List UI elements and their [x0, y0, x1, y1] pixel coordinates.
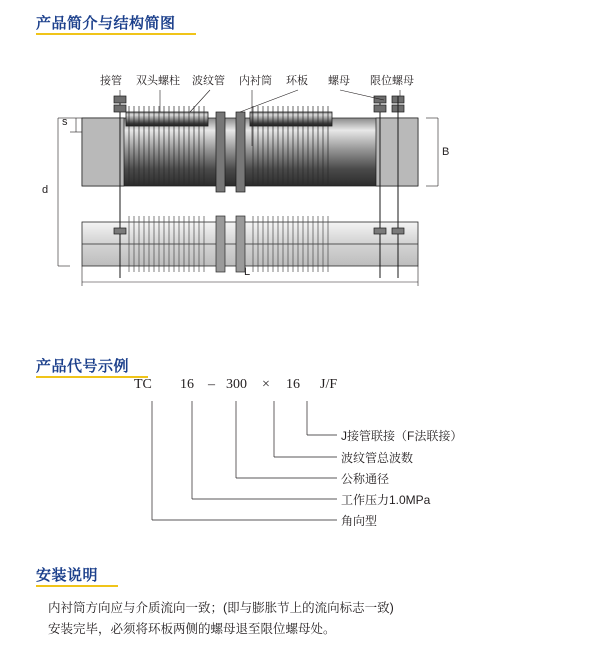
- code-desc-wave-count: 波纹管总波数: [341, 451, 414, 465]
- code-desc-type: 角向型: [341, 514, 378, 528]
- code-desc-nominal-diameter: 公称通径: [341, 472, 390, 486]
- code-token-pressure: 16: [180, 377, 194, 392]
- callout-label-double-end-stud: 双头螺柱: [136, 75, 180, 87]
- install-note-line: 安装完毕，必须将环板两侧的螺母退至限位螺母处。: [48, 622, 336, 636]
- code-token-type: TC: [134, 377, 152, 392]
- product-code-diagram: [40, 377, 560, 540]
- dimension-label-d: d: [42, 184, 49, 196]
- install-note-line: 内衬筒方向应与介质流向一致；(即与膨胀节上的流向标志一致): [48, 601, 394, 615]
- code-token-connection: J/F: [320, 377, 338, 392]
- dimension-label-s: s: [62, 116, 68, 128]
- section-underline-structure: [36, 33, 196, 35]
- callout-label-bellows: 波纹管: [192, 75, 225, 87]
- section-title-code: 产品代号示例: [36, 358, 130, 375]
- install-notes: [48, 598, 568, 640]
- code-token-waves: 16: [286, 377, 300, 392]
- code-desc-working-pressure: 工作压力1.0MPa: [341, 493, 431, 507]
- callout-label-nut: 螺母: [328, 75, 350, 87]
- callout-label-liner: 内衬筒: [239, 75, 272, 87]
- code-token-times: ×: [262, 377, 270, 392]
- structure-diagram-svg: [40, 60, 560, 290]
- dimension-label-L: L: [244, 266, 251, 278]
- callout-label-limit-nut: 限位螺母: [370, 75, 414, 87]
- section-underline-install: [36, 585, 118, 587]
- callout-label-ring-plate: 环板: [286, 75, 308, 87]
- code-token-diameter: 300: [226, 377, 247, 392]
- product-code-leader-lines: [40, 385, 560, 540]
- code-token-dash: –: [208, 377, 215, 392]
- structure-diagram: [40, 60, 560, 290]
- section-underline-code: [36, 376, 148, 378]
- code-desc-connection: J接管联接（F法联接）: [341, 429, 463, 443]
- section-title-install: 安装说明: [36, 567, 99, 584]
- section-title-structure: 产品简介与结构简图: [36, 15, 176, 32]
- dimension-label-B: B: [442, 146, 450, 158]
- callout-label-nozzle: 接管: [100, 75, 122, 87]
